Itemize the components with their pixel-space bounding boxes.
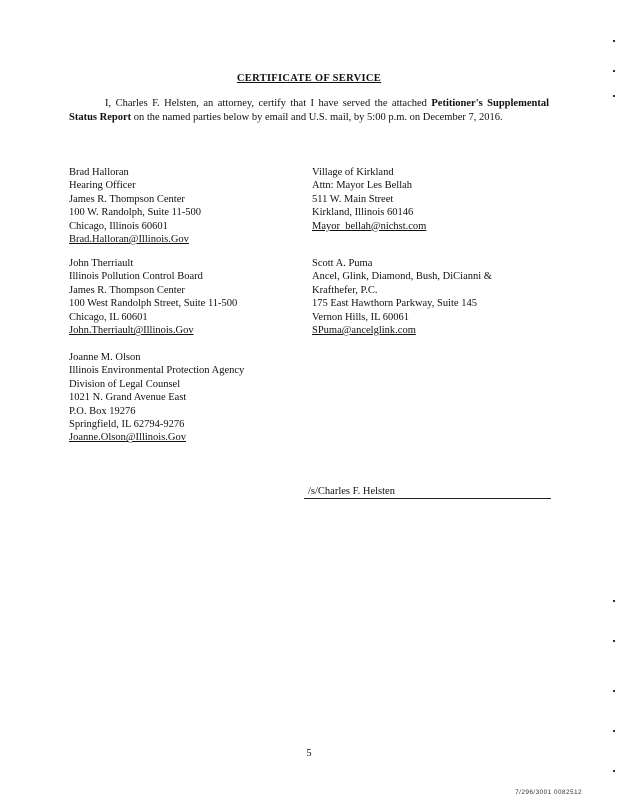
certification-paragraph (69, 97, 549, 125)
recipient-block (69, 257, 299, 337)
recipient-block (312, 166, 552, 233)
recipient-line: Ancel, Glink, Diamond, Bush, DiCianni & (312, 271, 492, 283)
recipient-block (69, 351, 299, 445)
recipient-name: Joanne M. Olson (69, 352, 141, 363)
scan-edge-marks (605, 0, 615, 800)
certification-text-1: I, Charles F. Helsten, an attorney, certify that I have served the attached (105, 98, 427, 109)
recipient-line: Vernon Hills, IL 60061 (312, 311, 410, 323)
recipient-email[interactable]: John.Therriault@Illinois.Gov (69, 325, 194, 337)
recipient-email[interactable]: Brad.Halloran@Illinois.Gov (69, 234, 189, 246)
page-number: 5 (306, 748, 312, 759)
recipient-line: 100 West Randolph Street, Suite 11-500 (69, 298, 238, 310)
recipient-name: Brad Halloran (69, 167, 129, 178)
recipient-line: Chicago, Illinois 60601 (69, 220, 168, 232)
recipient-line: 1021 N. Grand Avenue East (69, 392, 187, 404)
recipient-line: Division of Legal Counsel (69, 378, 181, 390)
recipient-email[interactable]: Mayor_bellah@nichst.com (312, 220, 427, 232)
recipient-line: Chicago, IL 60601 (69, 311, 148, 323)
certification-text-2: on the named parties below by email and U.S. mail, by 5:00 p.m. on December 7, 2016. (133, 112, 503, 124)
recipient-line: Illinois Environmental Protection Agency (69, 365, 245, 377)
recipient-line: Krafthefer, P.C. (312, 284, 378, 296)
signature-text: /s/Charles F. Helsten (308, 486, 395, 497)
recipient-name: Village of Kirkland (312, 167, 394, 178)
recipient-line: James R. Thompson Center (69, 193, 185, 205)
recipient-line: Kirkland, Illinois 60146 (312, 207, 414, 219)
recipient-line: Springfield, IL 62794-9276 (69, 419, 185, 431)
recipient-email[interactable]: Joanne.Olson@Illinois.Gov (69, 432, 186, 444)
recipient-line: James R. Thompson Center (69, 284, 185, 296)
recipient-line: P.O. Box 19276 (69, 405, 136, 417)
recipient-name: John Therriault (69, 258, 134, 269)
document-title: CERTIFICATE OF SERVICE (236, 73, 382, 84)
document-name: Petitioner's Supplemental Status Report (69, 98, 550, 124)
recipient-name: Scott A. Puma (312, 258, 373, 269)
recipient-block (312, 257, 552, 337)
recipient-block (69, 166, 299, 246)
recipient-line: Illinois Pollution Control Board (69, 271, 203, 283)
recipient-email[interactable]: SPuma@ancelglink.com (312, 325, 416, 337)
recipient-line: 511 W. Main Street (312, 193, 394, 205)
footer-code: 7/296/3001 0082512 (515, 789, 582, 796)
recipient-line: 100 W. Randolph, Suite 11-500 (69, 207, 202, 219)
recipient-line: 175 East Hawthorn Parkway, Suite 145 (312, 298, 477, 310)
recipient-line: Attn: Mayor Les Bellah (312, 180, 413, 192)
signature-line (304, 485, 551, 499)
recipient-line: Hearing Officer (69, 180, 136, 192)
